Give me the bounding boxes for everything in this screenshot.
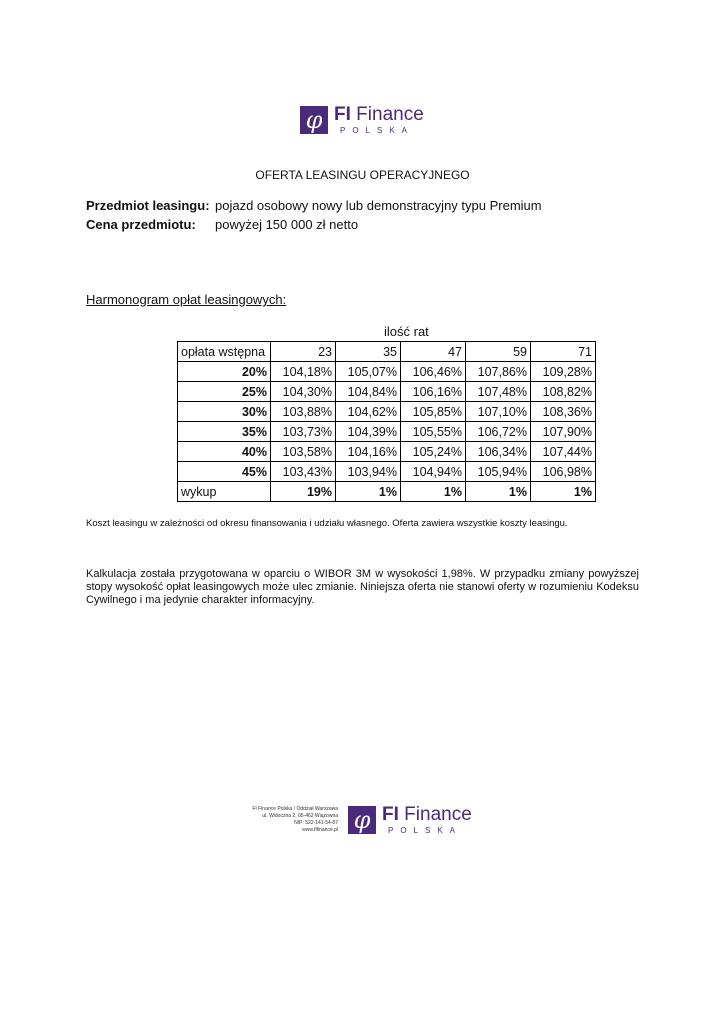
table-row [178,422,596,442]
table-cell: 103,58% [271,442,336,462]
cost-note: Koszt leasingu w zależności od okresu finansowania i udziału własnego. Oferta zawiera wszystkie koszty leasingu. [86,518,568,529]
footer-line: ul. Widoczna 2, 05-462 Wiązowna [262,813,338,819]
row-label: 30% [178,402,271,422]
buyout-cell: 1% [531,482,596,502]
price-value: powyżej 150 000 zł netto [215,217,359,232]
table-cell: 107,44% [531,442,596,462]
corner-cell: opłata wstępna [178,342,271,362]
buyout-cell: 19% [271,482,336,502]
table-cell: 109,28% [531,362,596,382]
table-cell: 104,62% [336,402,401,422]
table-row [178,462,596,482]
price-label: Cena przedmiotu: [86,217,196,232]
row-label: 25% [178,382,271,402]
row-label: 40% [178,442,271,462]
table-cell: 103,43% [271,462,336,482]
table-cell: 105,55% [401,422,466,442]
table-cell: 104,94% [401,462,466,482]
table-cell: 108,82% [531,382,596,402]
table-cell: 105,24% [401,442,466,462]
row-label: 20% [178,362,271,382]
logo-subtitle: POLSKA [340,126,415,135]
table-cell: 106,72% [466,422,531,442]
buyout-label: wykup [178,482,271,502]
logo-wordmark: FI Finance [334,104,424,125]
table-cell: 104,84% [336,382,401,402]
column-header: 23 [271,342,336,362]
table-cell: 104,16% [336,442,401,462]
footer-address [228,806,338,834]
leasing-rates-table [177,341,596,502]
document-title: OFERTA LEASINGU OPERACYJNEGO [255,168,470,182]
subject-value: pojazd osobowy nowy lub demonstracyjny typu Premium [215,198,542,213]
table-cell: 107,90% [531,422,596,442]
logo-subtitle: POLSKA [388,826,463,835]
table-cell: 108,36% [531,402,596,422]
logo-wordmark: FI Finance [382,804,472,825]
calculation-disclaimer: Kalkulacja została przygotowana w oparciu o WIBOR 3M w wysokości 1,98%. W przypadku zmiany powyższej stopy wysokość opłat leasingowych może ulec zmianie. Niniejsza oferta nie stanowi oferty w rozumieniu Kodeksu Cywilnego i ma jedynie charakter informacyjny. [86,568,639,606]
table-cell: 104,39% [336,422,401,442]
footer-line: FI Finance Polska / Oddział Warszawa [252,806,338,812]
footer-website: www.fifinance.pl [302,827,338,833]
table-cell: 103,73% [271,422,336,442]
table-header-row [178,342,596,362]
buyout-cell: 1% [336,482,401,502]
logo-mark-icon: φ [300,106,328,134]
company-logo-top [300,103,430,137]
table-cell: 107,10% [466,402,531,422]
table-cell: 103,88% [271,402,336,422]
column-header: 35 [336,342,401,362]
table-row [178,442,596,462]
table-row [178,402,596,422]
buyout-cell: 1% [466,482,531,502]
table-row [178,362,596,382]
table-cell: 105,85% [401,402,466,422]
buyout-row [178,482,596,502]
footer-line: NIP: 522-141-54-87 [294,820,338,826]
subject-label: Przedmiot leasingu: [86,198,210,213]
table-cell: 107,48% [466,382,531,402]
table-cell: 103,94% [336,462,401,482]
table-cell: 106,98% [531,462,596,482]
column-header: 71 [531,342,596,362]
installments-header: ilość rat [384,324,429,339]
company-logo-bottom [348,803,478,837]
table-row [178,382,596,402]
row-label: 45% [178,462,271,482]
schedule-heading: Harmonogram opłat leasingowych: [86,292,287,307]
row-label: 35% [178,422,271,442]
column-header: 47 [401,342,466,362]
logo-mark-icon: φ [348,806,376,834]
column-header: 59 [466,342,531,362]
table-cell: 106,34% [466,442,531,462]
buyout-cell: 1% [401,482,466,502]
table-cell: 106,46% [401,362,466,382]
table-cell: 105,07% [336,362,401,382]
table-cell: 107,86% [466,362,531,382]
table-cell: 105,94% [466,462,531,482]
table-cell: 106,16% [401,382,466,402]
table-cell: 104,18% [271,362,336,382]
table-cell: 104,30% [271,382,336,402]
